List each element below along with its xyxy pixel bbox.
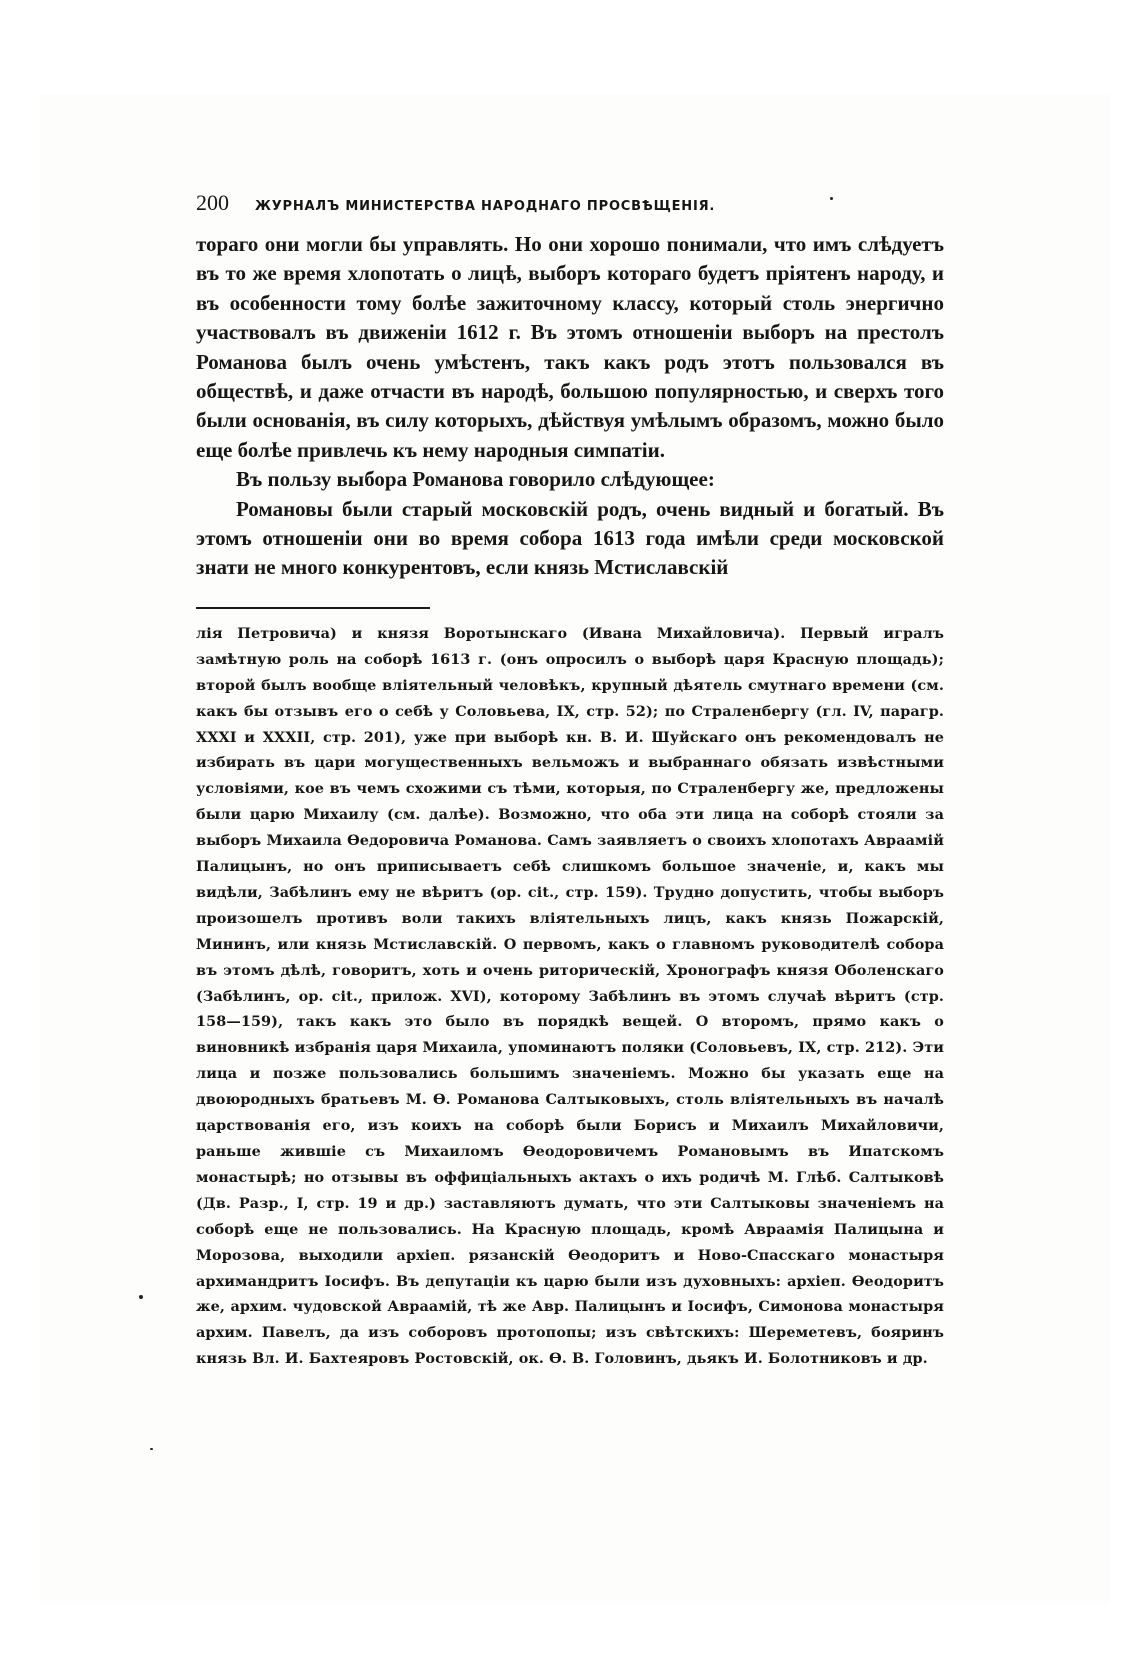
footnote-divider xyxy=(196,607,430,609)
footnote: лія Петровича) и князя Воротынскаго (Ивана Михайловича). Первый игралъ замѣтную роль на соборѣ 1613 г. (онъ опросилъ о выборѣ царя Красную площадь); второй былъ вообще вліятельный человѣкъ, крупный дѣятель смутнаго времени (см. какъ бы отзывъ его о себѣ у Соловьева, IX, стр. 52); по Страленбергу (гл. IV, парагр. XXXI и XXXII, стр. 201), уже при выборѣ кн. В. И. Шуйскаго онъ рекомендовалъ не избирать въ цари могущественныхъ вельможъ и выбраннаго обязать извѣстными условіями, кое въ чемъ схожими съ тѣми, которыя, по Страленбергу же, предложены были царю Михаилу (см. далѣе). Возможно, что оба эти лица на соборѣ стояли за выборъ Михаила Ѳедоровича Романова. Самъ заявляетъ о своихъ хлопотахъ Авраамій Палицынъ, но онъ приписываетъ себѣ слишкомъ большое значеніе, и, какъ мы видѣли, Забѣлинъ ему не вѣритъ (op. cit., стр. 159). Трудно допустить, чтобы выборъ произошелъ противъ воли такихъ вліятельныхъ лицъ, какъ князь Пожарскій, Мининъ, или князь Мстиславскій. О первомъ, какъ о главномъ руководителѣ собора въ этомъ дѣлѣ, говоритъ, хоть и очень риторическій, Хронографъ князя Оболенскаго (Забѣлинъ, op. cit., прилож. XVI), которому Забѣлинъ въ этомъ случаѣ вѣритъ (стр. 158—159), такъ какъ это было въ порядкѣ вещей. О второмъ, прямо какъ о виновникѣ избранія царя Михаила, упоминаютъ поляки (Соловьевъ, IX, стр. 212). Эти лица и позже пользовались большимъ значеніемъ. Можно бы указать еще на двоюродныхъ братьевъ М. Ѳ. Романова Салтыковыхъ, столь вліятельныхъ въ началѣ царствованія его, изъ коихъ на соборѣ были Борисъ и Михаилъ Михайловичи, раньше жившіе съ Михаиломъ Ѳеодоровичемъ Романовымъ въ Ипатскомъ монастырѣ; но отзывы въ оффиціальныхъ актахъ о ихъ родичѣ М. Глѣб. Салтыковѣ (Дв. Разр., I, стр. 19 и др.) заставляютъ думать, что эти Салтыковы значеніемъ на соборѣ еще не пользовались. На Красную площадь, кромѣ Авраамія Палицына и Морозова, выходили архіеп. рязанскій Ѳеодоритъ и Ново-Спасскаго монастыря архимандритъ Іосифъ. Въ депутаціи къ царю были изъ духовныхъ: архіеп. Ѳеодоритъ же, архим. чудовской Авраамій, тѣ же Авр. Палицынъ и Іосифъ, Симонова монастыря архим. Павелъ, да изъ соборовъ протопопы; изъ свѣтскихъ: Шереметевъ, бояринъ князь Вл. И. Бахтеяровъ Ростовскій, ок. Ѳ. В. Головинъ, дьякъ И. Болотниковъ и др. xyxy=(196,624,944,1368)
body-paragraph: тораго они могли бы управлять. Но они хорошо понимали, что имъ слѣдуетъ въ то же время хлопотать о лицѣ, выборъ котораго будетъ пріятенъ народу, и въ особенности тому болѣе зажиточному классу, который столь энергично участвовалъ въ движеніи 1612 г. Въ этомъ отношеніи выборъ на престолъ Романова былъ очень умѣстенъ, такъ какъ родъ этотъ пользовался въ обществѣ, и даже отчасти въ народѣ, большою популярностью, и сверхъ того были основанія, въ силу которыхъ, дѣйствуя умѣлымъ образомъ, можно было еще болѣе привлечь къ нему народныя симпатіи. xyxy=(196,232,944,462)
scan-speck xyxy=(150,1448,153,1450)
body-paragraph: Романовы были старый московскій родъ, очень видный и богатый. Въ этомъ отношеніи они во время собора 1613 года имѣли среди московской знати не много конкурентовъ, если князь Мстиславскій xyxy=(196,496,944,580)
body-text xyxy=(196,230,944,583)
scan-speck xyxy=(139,1295,143,1299)
page-header xyxy=(196,190,944,222)
scan-speck xyxy=(830,197,833,200)
book-page xyxy=(196,190,944,1372)
running-title: ЖУРНАЛЪ МИНИСТЕРСТВА НАРОДНАГО ПРОСВѢЩЕНІЯ. xyxy=(255,199,716,214)
page-number: 200 xyxy=(196,190,229,215)
body-paragraph: Въ пользу выбора Романова говорило слѣдующее: xyxy=(236,467,715,492)
